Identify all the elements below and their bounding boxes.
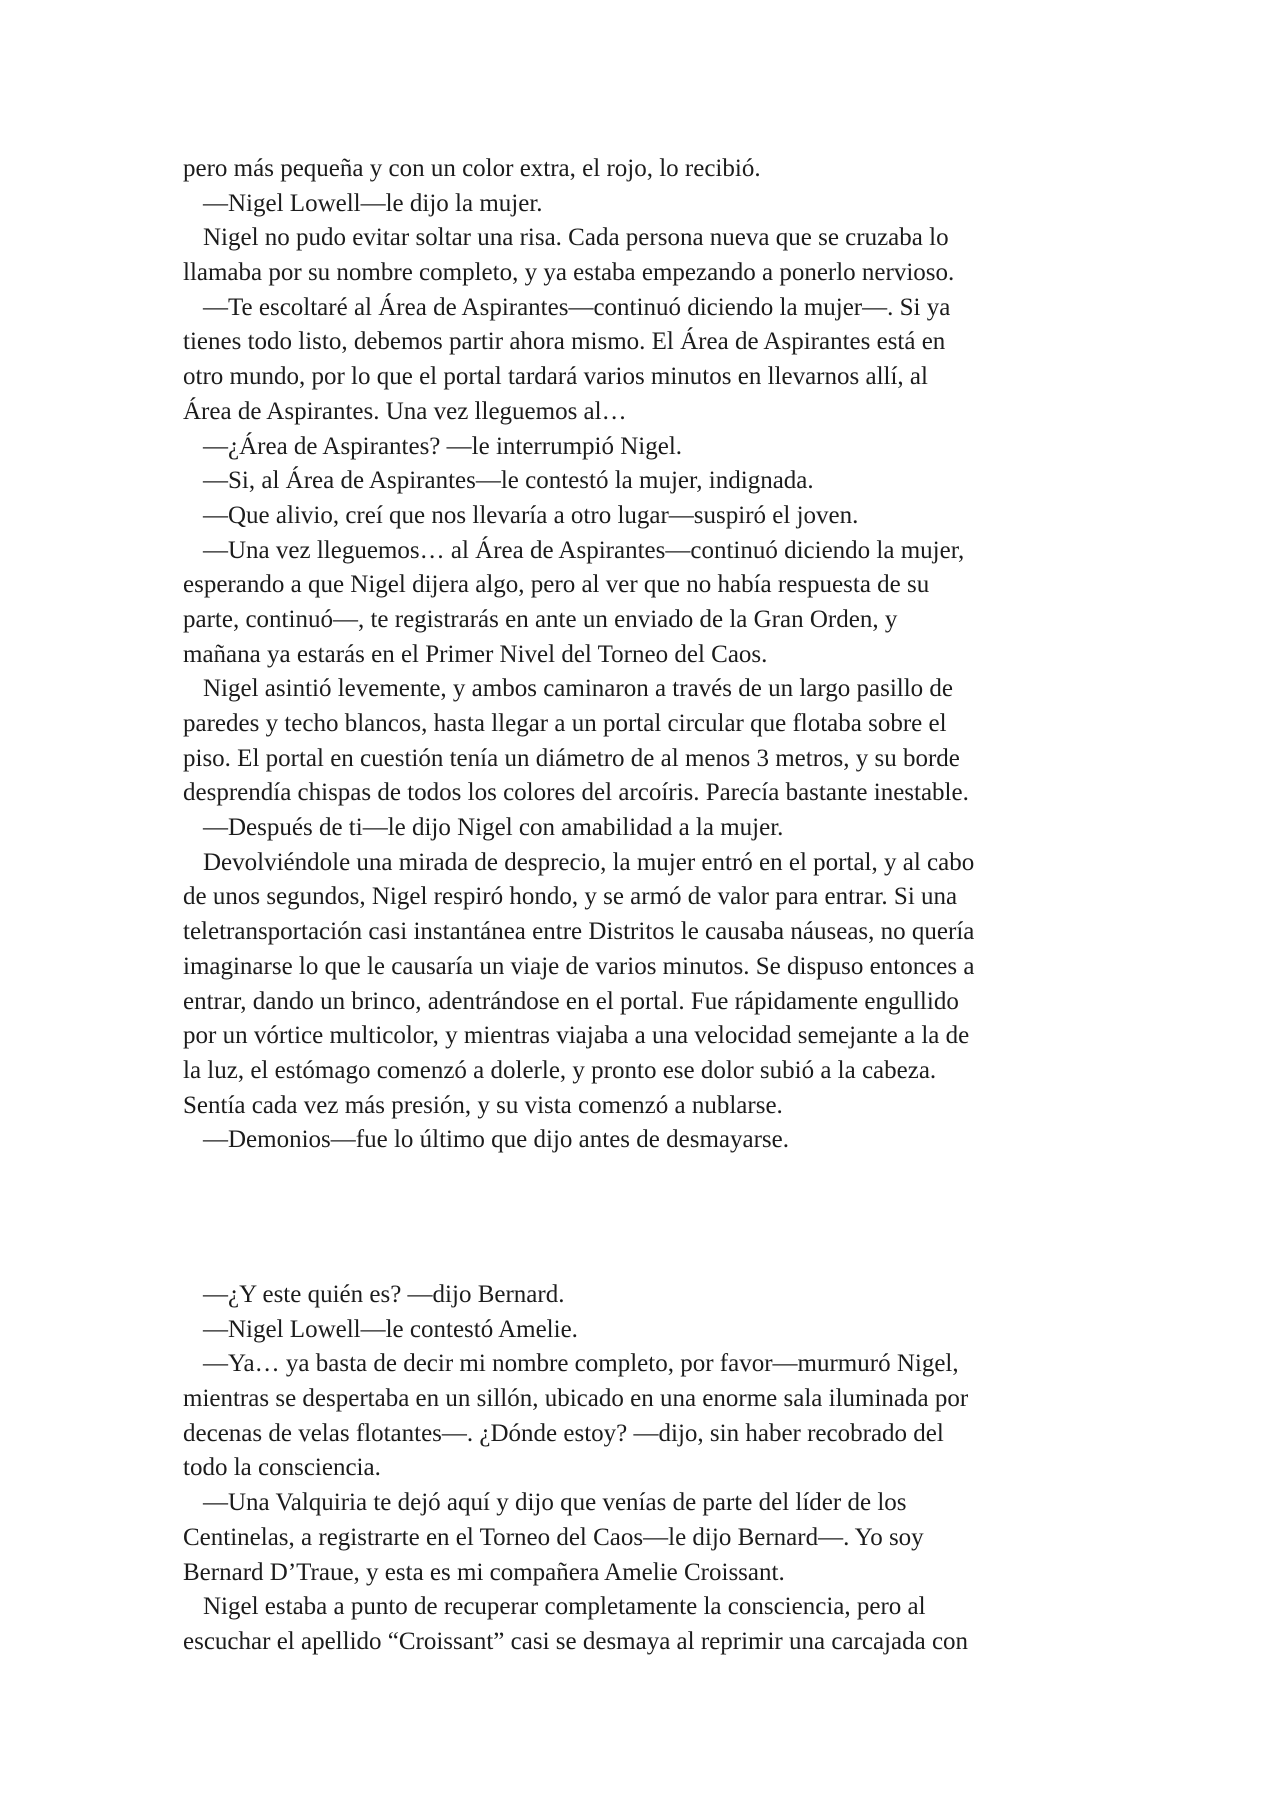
- text-line: esperando a que Nigel dijera algo, pero al ver que no había respuesta de su: [183, 571, 930, 599]
- text-line: Bernard D’Traue, y esta es mi compañera Amelie Croissant.: [183, 1558, 785, 1586]
- text-line: teletransportación casi instantánea entre Distritos le causaba náuseas, no quería: [183, 918, 975, 946]
- text-line: Nigel asintió levemente, y ambos caminaron a través de un largo pasillo de: [203, 675, 954, 703]
- text-line: otro mundo, por lo que el portal tardará varios minutos en llevarnos allí, al: [183, 363, 928, 391]
- text-line: escuchar el apellido “Croissant” casi se desmaya al reprimir una carcajada con: [183, 1627, 969, 1655]
- text-line: —Ya… ya basta de decir mi nombre completo, por favor—murmuró Nigel,: [203, 1350, 959, 1378]
- text-line: —Nigel Lowell—le contestó Amelie.: [203, 1315, 578, 1343]
- text-line: decenas de velas flotantes—. ¿Dónde estoy? —dijo, sin haber recobrado del: [183, 1419, 944, 1447]
- text-line: parte, continuó—, te registrarás en ante un enviado de la Gran Orden, y: [183, 605, 898, 633]
- text-line: —Después de ti—le dijo Nigel con amabilidad a la mujer.: [203, 814, 784, 842]
- text-line: —Una Valquiria te dejó aquí y dijo que venías de parte del líder de los: [203, 1489, 907, 1517]
- text-line: la luz, el estómago comenzó a dolerle, y pronto ese dolor subió a la cabeza.: [183, 1056, 937, 1084]
- text-line: tienes todo listo, debemos partir ahora mismo. El Área de Aspirantes está en: [183, 328, 946, 356]
- text-line: por un vórtice multicolor, y mientras viajaba a una velocidad semejante a la de: [183, 1022, 970, 1050]
- text-line: llamaba por su nombre completo, y ya estaba empezando a ponerlo nervioso.: [183, 259, 955, 287]
- text-line: paredes y techo blancos, hasta llegar a un portal circular que flotaba sobre el: [183, 710, 947, 737]
- text-line: Nigel estaba a punto de recuperar completamente la consciencia, pero al: [203, 1593, 926, 1621]
- text-line: Devolviéndole una mirada de desprecio, la mujer entró en el portal, y al cabo: [203, 848, 975, 876]
- text-line: —Nigel Lowell—le dijo la mujer.: [203, 189, 543, 217]
- text-line: todo la consciencia.: [183, 1454, 381, 1482]
- text-line: entrar, dando un brinco, adentrándose en el portal. Fue rápidamente engullido: [183, 987, 959, 1015]
- text-line: —¿Y este quién es? —dijo Bernard.: [203, 1281, 565, 1308]
- text-line: mañana ya estarás en el Primer Nivel del Torneo del Caos.: [183, 640, 768, 668]
- text-section-one: [183, 152, 1093, 1158]
- text-line: Centinelas, a registrarte en el Torneo del Caos—le dijo Bernard—. Yo soy: [183, 1523, 924, 1551]
- text-line: —Que alivio, creí que nos llevaría a otro lugar—suspiró el joven.: [203, 501, 859, 529]
- text-line: mientras se despertaba en un sillón, ubicado en una enorme sala iluminada por: [183, 1385, 969, 1413]
- text-line: imaginarse lo que le causaría un viaje de varios minutos. Se dispuso entonces a: [183, 952, 975, 980]
- text-line: Área de Aspirantes. Una vez lleguemos al…: [183, 397, 627, 425]
- text-line: desprendía chispas de todos los colores del arcoíris. Parecía bastante inestable.: [183, 779, 969, 807]
- text-line: —Una vez lleguemos… al Área de Aspirantes—continuó diciendo la mujer,: [203, 536, 965, 564]
- text-line: —Demonios—fue lo último que dijo antes de desmayarse.: [203, 1126, 789, 1154]
- text-line: Nigel no pudo evitar soltar una risa. Cada persona nueva que se cruzaba lo: [203, 224, 949, 252]
- text-line: pero más pequeña y con un color extra, el rojo, lo recibió.: [183, 155, 761, 182]
- text-line: —Te escoltaré al Área de Aspirantes—continuó diciendo la mujer—. Si ya: [203, 293, 951, 321]
- text-section-two: [183, 1278, 1093, 1660]
- text-line: Sentía cada vez más presión, y su vista comenzó a nublarse.: [183, 1091, 783, 1119]
- text-line: piso. El portal en cuestión tenía un diámetro de al menos 3 metros, y su borde: [183, 744, 960, 772]
- text-line: de unos segundos, Nigel respiró hondo, y se armó de valor para entrar. Si una: [183, 883, 958, 911]
- text-line: —Si, al Área de Aspirantes—le contestó la mujer, indignada.: [203, 467, 814, 495]
- text-line: —¿Área de Aspirantes? —le interrumpió Nigel.: [203, 432, 683, 460]
